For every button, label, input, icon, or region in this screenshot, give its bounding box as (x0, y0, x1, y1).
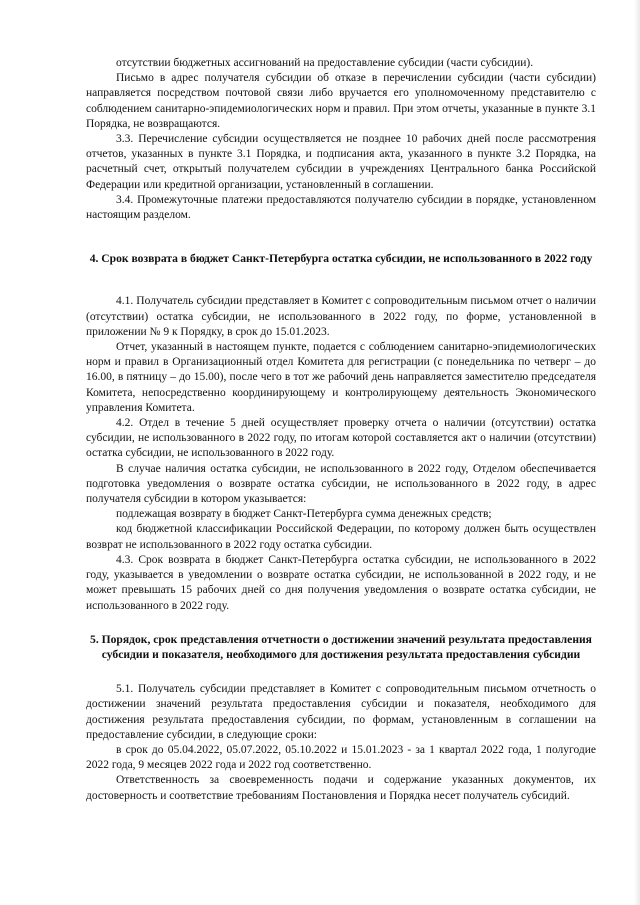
paragraph-4-1: 4.1. Получатель субсидии представляет в Комитет с сопроводительным письмом отчет о наличии (отсутствии) остатка субсидии, не использованного в 2022 году, по форме, установленной в приложении № 9 к Порядку, в срок до 15.01.2023. (86, 295, 596, 338)
spacer (86, 662, 596, 682)
paragraph-5-1: 5.1. Получатель субсидии представляет в Комитет с сопроводительным письмом отчетность о достижении значений результата предоставления субсидии и показателя, необходимого для достижения результата предоставления субсидии, по формам, установленным в соглашении на предоставление субсидии, в следующие сроки: (86, 683, 596, 741)
paragraph-budget-code: код бюджетной классификации Российской Федерации, по которому должен быть осуществлен возврат не использованного в 2022 году остатка субсидии. (86, 523, 596, 551)
paragraph-3-4: 3.4. Промежуточные платежи предоставляются получателю субсидии в порядке, установленном настоящим разделом. (86, 193, 596, 222)
section-4-heading: 4. Срок возврата в бюджет Санкт-Петербурга остатка субсидии, не использованного в 2022 году (89, 252, 593, 266)
paragraph-remainder-case: В случае наличия остатка субсидии, не использованного в 2022 году, Отделом обеспечивается подготовка уведомления о возврате остатка субсидии, не использованного в 2022 году, в адрес получателя субсидии в котором указывается: (86, 462, 596, 506)
paragraph-4-3: 4.3. Срок возврата в бюджет Санкт-Петербурга остатка субсидии, не использованного в 2022 году, указывается в уведомлении о возврате остатка субсидии, не использованной в 2022 году, и не может превышать 15 рабочих дней со дня получения уведомления о возврате остатка субсидии, не использованного в 2022 году. (86, 553, 596, 612)
document-page (86, 56, 596, 804)
paragraph-responsibility: Ответственность за своевременность подачи и содержание указанных документов, их достоверность и соответствие требованиям Постановления и Порядка несет получатель субсидий. (86, 774, 596, 802)
paragraph-3-3: 3.3. Перечисление субсидии осуществляется не позднее 10 рабочих дней после рассмотрения отчетов, указанных в пункте 3.1 Порядка, и подписания акта, указанного в пункте 3.2 Порядка, на расчетный счет, открытый получателем субсидии в учреждениях Центрального банка Российской Федерации или кредитной организации, установленный в соглашении. (86, 133, 596, 191)
spacer (86, 614, 596, 632)
paragraph-continuation: отсутствии бюджетных ассигнований на предоставление субсидии (части субсидии). (116, 57, 534, 69)
spacer (86, 223, 596, 251)
paragraph-4-2: 4.2. Отдел в течение 5 дней осуществляет проверку отчета о наличии (отсутствии) остатка субсидии, не использованного в 2022 году, по итогам которой составляется акт о наличии (отсутствии) остатка субсидии, не использованного в 2022 году. (86, 417, 596, 460)
spacer (86, 266, 596, 294)
paragraph-refusal-letter: Письмо в адрес получателя субсидии об отказе в перечислении субсидии (части субсидии) направляется посредством почтовой связи либо вручается его уполномоченному представителю с соблюдением санитарно-эпидемиологических норм и правил. При этом отчеты, указанные в пункте 3.1 Порядка, не возвращаются. (86, 72, 596, 130)
section-5-heading: 5. Порядок, срок представления отчетности о достижении значений результата предоставления субсидии и показателя, необходимого для достижения результата предоставления субсидии (90, 632, 592, 661)
scan-edge-shadow (634, 0, 640, 905)
paragraph-return-sum: подлежащая возврату в бюджет Санкт-Петербурга сумма денежных средств; (116, 508, 492, 521)
paragraph-deadlines: в срок до 05.04.2022, 05.07.2022, 05.10.2022 и 15.01.2023 - за 1 квартал 2022 года, 1 полугодие 2022 года, 9 месяцев 2022 года и 2022 год соответственно. (86, 743, 596, 772)
paragraph-report-submission: Отчет, указанный в настоящем пункте, подается с соблюдением санитарно-эпидемиологических норм и правил в Организационный отдел Комитета для регистрации (с понедельника по четверг – до 16.00, в пятницу – до 15.00), после чего в тот же рабочий день направляется заместителю председателя Комитета, непосредственно координирующему и контролирующему деятельность Экономического управления Комитета. (86, 341, 596, 414)
